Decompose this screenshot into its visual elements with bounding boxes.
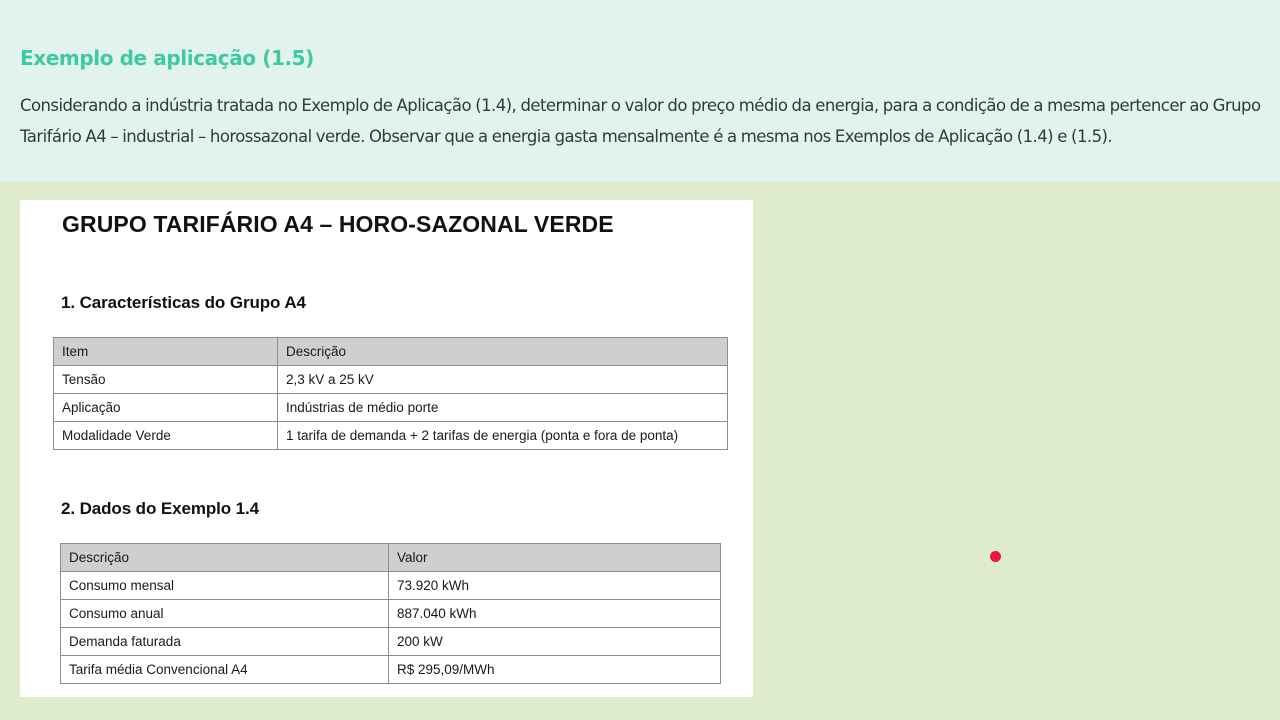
cell-descricao: Indústrias de médio porte (278, 394, 728, 422)
cell-descricao: Consumo mensal (61, 572, 389, 600)
column-header-descricao: Descrição (278, 338, 728, 366)
cell-valor: 200 kW (389, 628, 721, 656)
slide-banner (0, 0, 1280, 182)
cell-descricao: 2,3 kV a 25 kV (278, 366, 728, 394)
document-title: GRUPO TARIFÁRIO A4 – HORO-SAZONAL VERDE (62, 211, 614, 237)
document-card (20, 200, 753, 697)
table-row (61, 656, 721, 684)
cell-valor: 73.920 kWh (389, 572, 721, 600)
cell-descricao: Demanda faturada (61, 628, 389, 656)
table-caracteristicas-grupo-a4 (53, 337, 728, 450)
cell-item: Aplicação (54, 394, 278, 422)
cell-valor: 887.040 kWh (389, 600, 721, 628)
table-row (54, 366, 728, 394)
table-header-row (54, 338, 728, 366)
table-header-row (61, 544, 721, 572)
banner-title: Exemplo de aplicação (1.5) (20, 46, 314, 70)
column-header-item: Item (54, 338, 278, 366)
column-header-descricao: Descrição (61, 544, 389, 572)
cell-descricao: Tarifa média Convencional A4 (61, 656, 389, 684)
cell-item: Tensão (54, 366, 278, 394)
table-row (54, 422, 728, 450)
section-heading-dados-exemplo: 2. Dados do Exemplo 1.4 (61, 499, 259, 518)
table-row (61, 600, 721, 628)
cell-descricao: Consumo anual (61, 600, 389, 628)
column-header-valor: Valor (389, 544, 721, 572)
cursor-dot (990, 551, 1001, 562)
table-dados-exemplo-1-4 (60, 543, 721, 684)
cell-valor: R$ 295,09/MWh (389, 656, 721, 684)
section-heading-caracteristicas: 1. Características do Grupo A4 (61, 293, 306, 312)
banner-body-text: Considerando a indústria tratada no Exemplo de Aplicação (1.4), determinar o valor do preço médio da energia, para a condição de a mesma pertencer ao Grupo Tarifário A4 – industrial – horossazonal verde. Observar que a energia gasta mensalmente é a mesma nos Exemplos de Aplicação (1.4) e (1.5). (20, 96, 1261, 146)
cell-descricao: 1 tarifa de demanda + 2 tarifas de energia (ponta e fora de ponta) (278, 422, 728, 450)
cell-item: Modalidade Verde (54, 422, 278, 450)
table-row (61, 628, 721, 656)
table-row (54, 394, 728, 422)
table-row (61, 572, 721, 600)
